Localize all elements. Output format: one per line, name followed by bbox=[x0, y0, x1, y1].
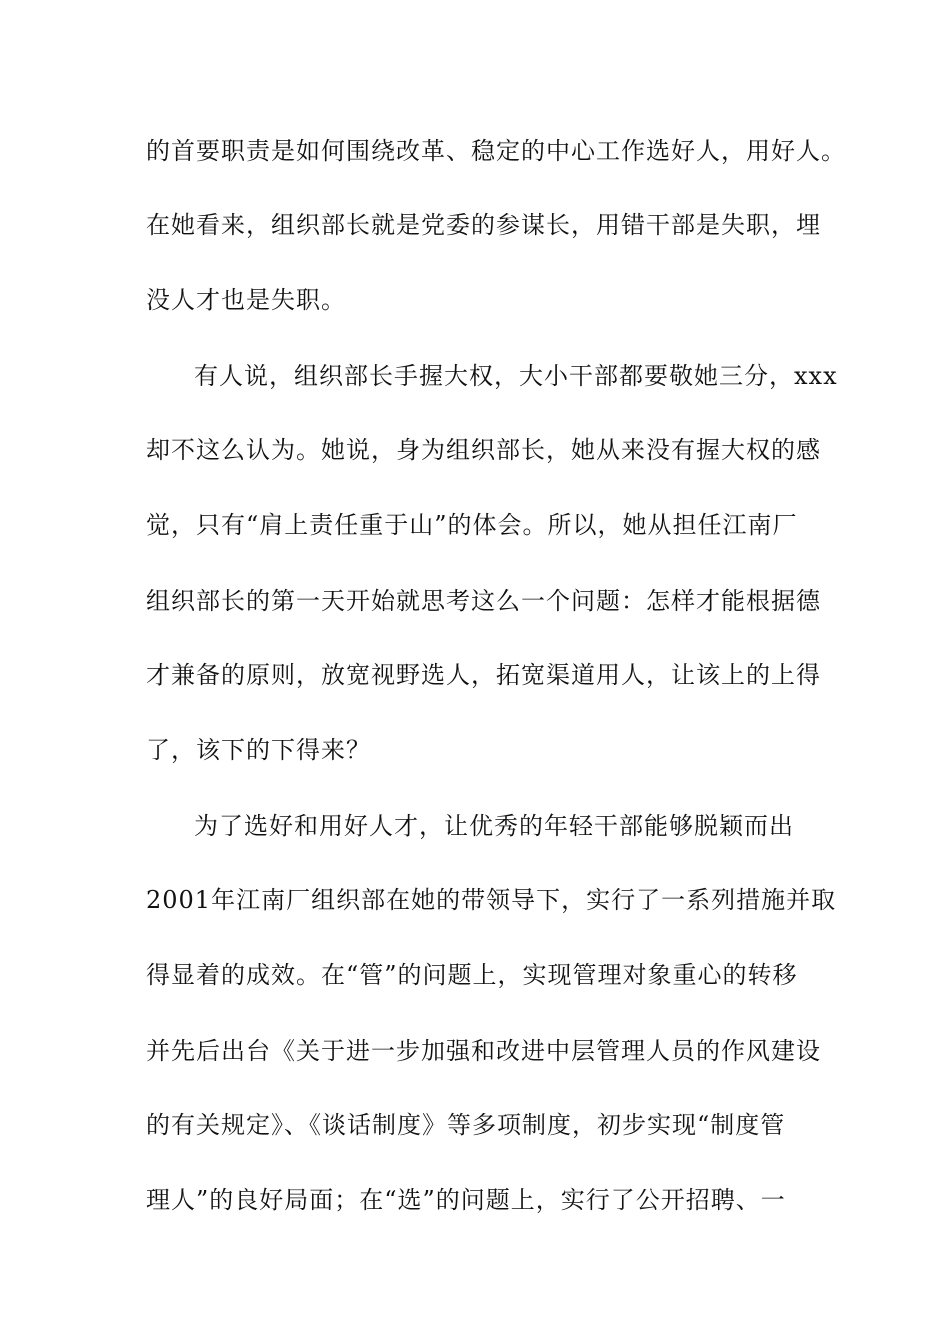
text-line: 没人才也是失职。 bbox=[146, 286, 346, 314]
text-line: 组织部长的第一天开始就思考这么一个问题：怎样才能根据德 bbox=[146, 587, 821, 615]
text-line: 的有关规定》、《谈话制度》等多项制度，初步实现“制度管 bbox=[146, 1111, 786, 1139]
paragraph-start-line: 为了选好和用好人才，让优秀的年轻干部能够脱颖而出 bbox=[194, 812, 794, 840]
text-line: 觉，只有“肩上责任重于山”的体会。所以，她从担任江南厂 bbox=[146, 511, 798, 539]
text-line: 2001年江南厂组织部在她的带领导下，实行了一系列措施并取 bbox=[146, 886, 837, 914]
text-line: 理人”的良好局面；在“选”的问题上，实行了公开招聘、一 bbox=[146, 1186, 786, 1214]
text-line: 才兼备的原则，放宽视野选人，拓宽渠道用人，让该上的上得 bbox=[146, 661, 821, 689]
text-line: 了，该下的下得来？ bbox=[146, 736, 371, 764]
text-line: 并先后出台《关于进一步加强和改进中层管理人员的作风建设 bbox=[146, 1037, 821, 1065]
paragraph-start-line: 有人说，组织部长手握大权，大小干部都要敬她三分，xxx bbox=[194, 362, 838, 390]
text-line: 的首要职责是如何围绕改革、稳定的中心工作选好人，用好人。 bbox=[146, 137, 846, 165]
text-line: 得显着的成效。在“管”的问题上，实现管理对象重心的转移 bbox=[146, 961, 798, 989]
text-line: 在她看来，组织部长就是党委的参谋长，用错干部是失职，埋 bbox=[146, 211, 821, 239]
text-line: 却不这么认为。她说，身为组织部长，她从来没有握大权的感 bbox=[146, 436, 821, 464]
